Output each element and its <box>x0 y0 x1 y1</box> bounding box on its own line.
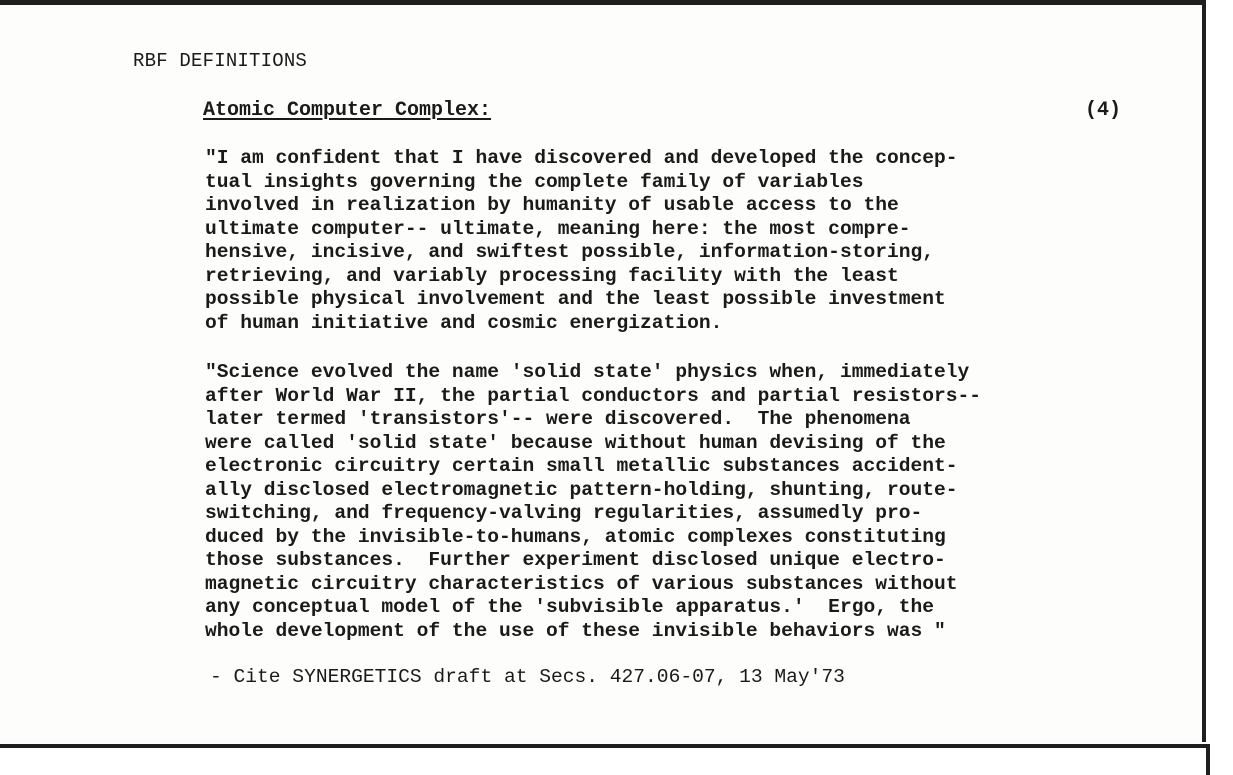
entry-title: Atomic Computer Complex: <box>203 99 492 122</box>
quote-paragraph-2: "Science evolved the name 'solid state' physics when, immediately after World War II, the partial conductors and partial resistors-- later termed 'transistors'-- were discovered. The phenomena were called 'solid state' because without human devising of the electronic circuitry certain small metallic substances accident- ally disclosed electromagnetic pattern-holding, shunting, route- switching, and frequency-valving regularities, assumedly pro- duced by the invisible-to-humans, atomic complexes constituting those substances. Further experiment disclosed unique electro- magnetic circuitry characteristics of various substances without any conceptual model of the 'subvisible apparatus.' Ergo, the whole development of the use of these invisible behaviors was " <box>205 361 982 642</box>
card-header: RBF DEFINITIONS <box>133 50 308 72</box>
citation-line: - Cite SYNERGETICS draft at Secs. 427.06-07, 13 May'73 <box>210 666 845 688</box>
bottom-right-edge <box>1206 744 1210 775</box>
bottom-divider <box>0 744 1210 748</box>
entry-number: (4) <box>1085 99 1122 122</box>
quote-paragraph-1: "I am confident that I have discovered and developed the concep- tual insights governing the complete family of variables involved in realization by humanity of usable access to the ultimate computer-- ultimate, meaning here: the most compre- hensive, incisive, and swiftest possible, information-storing, retrieving, and variably processing facility with the least possible physical involvement and the least possible investment of human initiative and cosmic energization. <box>205 147 958 334</box>
